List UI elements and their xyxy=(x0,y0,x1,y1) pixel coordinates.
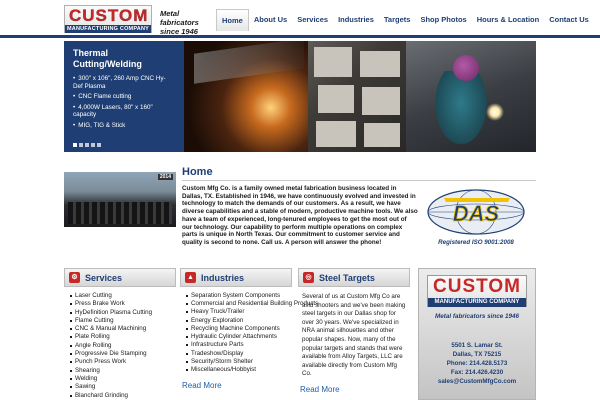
fax-number: Fax: 214.426.4230 xyxy=(450,369,504,376)
list-item: Heavy Truck/Trailer xyxy=(186,308,318,316)
gear-icon: ⚙ xyxy=(69,272,80,283)
nav-contact-us[interactable]: Contact Us xyxy=(549,15,589,24)
industries-read-more-link[interactable]: Read More xyxy=(182,380,222,390)
list-item: HyDefinition Plasma Cutting xyxy=(70,309,176,317)
tagline-line1: Metal fabricators xyxy=(160,9,199,27)
list-item: Security/Storm Shelter xyxy=(186,358,318,366)
weld-spark xyxy=(486,103,504,121)
logo-sub-text: MANUFACTURING COMPANY xyxy=(66,26,149,32)
banner-item: • 4,000W Lasers, 80" x 160" capacity xyxy=(73,104,175,119)
list-item: Punch Press Work xyxy=(70,358,176,366)
contact-logo-main: CUSTOM xyxy=(433,276,521,297)
industries-header[interactable] xyxy=(180,268,292,287)
banner-photo-cut-parts xyxy=(308,41,406,152)
contact-tagline: Metal fabricators since 1946 xyxy=(435,313,519,320)
banner-item: • CNC Flame cutting xyxy=(73,93,175,101)
company-logo[interactable] xyxy=(64,5,152,33)
steel-targets-paragraph: Several of us at Custom Mfg Co are avid shooters and we've been making steel targets in our Dallas shop for over 30 years. We've specialized in NRA animal silhouettes and other popular shapes. Now, many of the popular targets and stands that were available from Alloy Targets, LLC are available directly from Custom Mfg Co. xyxy=(302,293,406,378)
steel-targets-column xyxy=(298,268,410,397)
list-item: Commercial and Residential Building Products xyxy=(186,300,318,307)
list-item: Energy Exploration xyxy=(186,317,318,325)
list-item: Hydraulic Cylinder Attachments xyxy=(186,333,318,341)
address-line1: 5501 S. Lamar St. xyxy=(451,342,503,349)
tagline-line2: since 1946 xyxy=(160,27,198,36)
steel-targets-header[interactable] xyxy=(298,268,410,287)
nav-about-us[interactable]: About Us xyxy=(253,15,288,24)
factory-icon: ▲ xyxy=(185,272,196,283)
title-divider xyxy=(182,180,536,181)
banner-title-line1: Thermal xyxy=(73,48,109,58)
slider-pager xyxy=(73,143,101,147)
address-line2: Dallas, TX 75215 xyxy=(452,351,502,358)
das-iso-logo xyxy=(424,188,528,236)
industries-title: Industries xyxy=(201,272,245,283)
banner-list xyxy=(73,75,175,130)
nav-targets[interactable]: Targets xyxy=(383,15,411,24)
intro-paragraph: Custom Mfg Co. is a family owned metal fabrication business located in Dallas, TX. Established in 1946, we have continuously evolved and invested in technology to match the demands of our customers. As a result, we have diverse capabilities and a stable of modern, productive machine tools. We also have a team of experienced, long-tenured employees to get the most out of our technology. Our capability to perform multiple operations on complex parts is unique in North Texas. Our commitment to customer service and quality is second to none. Call us. A person will answer the phone! xyxy=(182,185,418,246)
nav-services[interactable]: Services xyxy=(297,15,329,24)
list-item: Miscellaneous/Hobbyist xyxy=(186,366,318,374)
list-item: Flame Cutting xyxy=(70,317,176,325)
list-item: Progressive Die Stamping xyxy=(70,350,176,358)
contact-box xyxy=(418,268,536,400)
list-item: CNC & Manual Machining xyxy=(70,325,176,333)
das-logo-text: DAS xyxy=(452,201,500,226)
slider-dot-1[interactable] xyxy=(73,143,77,147)
phone-number: Phone: 214.428.5173 xyxy=(446,360,508,367)
slider-dot-3[interactable] xyxy=(85,143,89,147)
slider-dot-5[interactable] xyxy=(97,143,101,147)
contact-details xyxy=(419,341,535,386)
page-title: Home xyxy=(182,166,213,178)
site-header xyxy=(0,0,600,38)
banner-item: • MIG, TIG & Stick xyxy=(73,122,175,130)
slider-dot-4[interactable] xyxy=(91,143,95,147)
main-nav xyxy=(216,9,594,31)
cut-sheet xyxy=(316,121,356,147)
cut-sheet xyxy=(318,85,354,113)
cut-sheet xyxy=(360,51,400,77)
hero-banner xyxy=(64,41,536,152)
nav-home[interactable]: Home xyxy=(216,9,249,31)
header-tagline xyxy=(160,9,220,36)
steel-targets-title: Steel Targets xyxy=(319,272,375,283)
list-item: Press Brake Work xyxy=(70,300,176,308)
list-item: Sawing xyxy=(70,383,176,391)
slider-dot-2[interactable] xyxy=(79,143,83,147)
logo-main-text: CUSTOM xyxy=(69,6,149,25)
nav-shop-photos[interactable]: Shop Photos xyxy=(420,15,467,24)
services-title: Services xyxy=(85,272,123,283)
team-photo xyxy=(64,172,176,227)
contact-logo xyxy=(427,275,527,307)
contact-logo-sub: MANUFACTURING COMPANY xyxy=(428,298,526,307)
list-item: Shearing xyxy=(70,367,176,375)
banner-text-panel xyxy=(64,41,184,152)
list-item: Blanchard Grinding xyxy=(70,392,176,400)
services-list xyxy=(64,292,176,400)
steel-targets-read-more-link[interactable]: Read More xyxy=(300,384,340,394)
banner-title-line2: Cutting/Welding xyxy=(73,59,142,69)
team-people xyxy=(68,202,172,224)
banner-photo-welder xyxy=(406,41,536,152)
list-item: Angle Rolling xyxy=(70,342,176,350)
list-item: Infrastructure Parts xyxy=(186,341,318,349)
team-photo-year: 2014 xyxy=(159,174,171,180)
email-link[interactable]: sales@CustomMfgCo.com xyxy=(437,378,517,385)
iso-caption: Registered ISO 9001:2008 xyxy=(438,239,514,246)
welder-figure xyxy=(431,71,491,151)
list-item: Welding xyxy=(70,375,176,383)
list-item: Tradeshow/Display xyxy=(186,350,318,358)
cut-sheet xyxy=(364,123,400,147)
cut-sheet xyxy=(362,87,400,115)
target-icon: ◎ xyxy=(303,272,314,283)
list-item: Plate Rolling xyxy=(70,333,176,341)
banner-photo-plasma-sparks xyxy=(184,41,308,152)
nav-hours-location[interactable]: Hours & Location xyxy=(476,15,540,24)
banner-title xyxy=(73,48,175,70)
list-item: Recycling Machine Components xyxy=(186,325,318,333)
welder-helmet xyxy=(453,55,479,81)
banner-item: • 300" x 106", 260 Amp CNC Hy-Def Plasma xyxy=(73,75,175,90)
nav-industries[interactable]: Industries xyxy=(338,15,374,24)
list-item: Separation System Components xyxy=(186,292,318,300)
list-item: Laser Cutting xyxy=(70,292,176,300)
services-column xyxy=(64,268,176,400)
cut-sheet xyxy=(314,47,352,77)
services-header[interactable] xyxy=(64,268,176,287)
